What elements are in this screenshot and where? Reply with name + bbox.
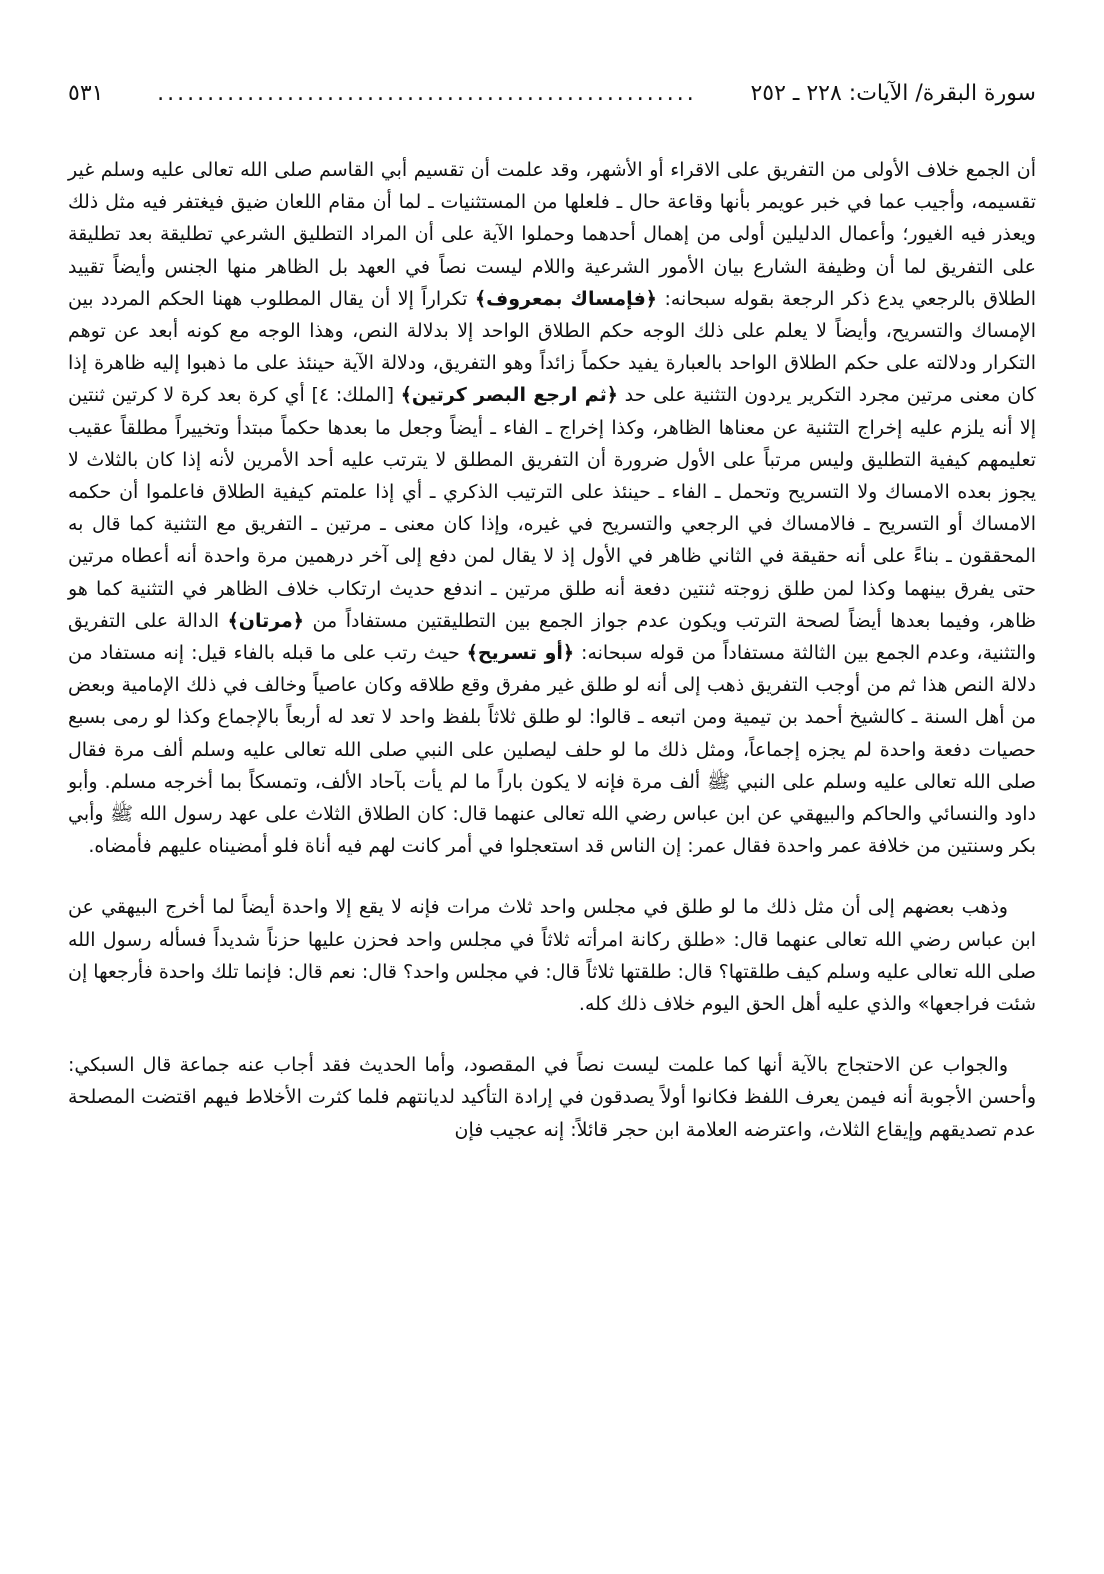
page-number: ٥٣١ <box>68 81 104 106</box>
text-run: تكراراً إلا أن يقال المطلوب ههنا الحكم المردد بين الإمساك والتسريح، وأيضاً لا يعلم على ذلك الوجه حكم الطلاق الواحد إلا بدلالة النص، وهذا الوجه مع كونه أبعد عن توهم التكرار ودلالته على حكم الطلاق الواحد بالعبارة يفيد حكماً زائداً وهو التفريق، ودلالة الآية حينئذ على ما ذهبوا إليه ظاهرة إذا كان معنى مرتين مجرد التكرير يردون التثنية على حد <box>68 287 1037 407</box>
paragraph-3 <box>68 1049 1036 1146</box>
text-run: [الملك: ٤] أي كرة بعد كرة لا كرتين ثنتين إلا أنه يلزم عليه إخراج التثنية عن معناها الظاهر، وكذا إخراج ـ الفاء ـ أيضاً وجعل ما بعدها حكماً مبتدأ وتخييراً مطلقاً عقيب تعليمهم كيفية التطليق وليس مرتباً على الأول ضرورة أن التفريق المطلق لا يترتب عليه أحد الأمرين لأنه إذا كان بالثلاث لا يجوز بعده الامساك ولا التسريح وتحمل ـ الفاء ـ حينئذ على الترتيب الذكري ـ أي إذا علمتم كيفية الطلاق فاعلموا أن حكمه الامساك أو التسريح ـ فالامساك في الرجعي والتسريح في غيره، وإذا كان معنى ـ مرتين ـ التفريق مع التثنية كما قال به المحققون ـ بناءً على أنه حقيقة في الثاني ظاهر في الأول إذ لا يقال لمن دفع إلى آخر درهمين مرة واحدة أنه أعطاه مرتين حتى يفرق بينهما وكذا لمن طلق زوجته ثنتين دفعة أنه طلق مرتين ـ اندفع حديث ارتكاب خلاف الظاهر في التثنية كما هو ظاهر، وفيما بعدها أيضاً لصحة الترتب ويكون عدم جواز الجمع بين التطليقتين مستفاداً من <box>68 384 1036 632</box>
text-run: أن الجمع خلاف الأولى من التفريق على الاقراء أو الأشهر، وقد علمت أن تقسيم أبي القاسم صلى الله تعالى عليه وسلم غير تقسيمه، وأجيب عما في خبر عويمر بأنها وقاعة حال ـ فلعلها من المستثنيات ـ لما أن مقام اللعان ضيق فيغتفر فيه مثل ذلك ويعذر فيه الغيور؛ وأعمال الدليلين أولى من إهمال أحدهما وحملوا الآية على أن المراد التطليق الشرعي تطليقة بعد تطليقة على التفريق لما أن وظيفة الشارع بيان الأمور الشرعية واللام ليست نصاً في العهد بل الظاهر منها الجنس وأيضاً تقييد الطلاق بالرجعي يدع ذكر الرجعة بقوله سبحانه: <box>68 159 1036 310</box>
text-run: حيث رتب على ما قبله بالفاء قيل: إنه مستفاد من دلالة النص هذا ثم من أوجب التفريق ذهب إلى أنه لو طلق غير مفرق وقع طلاقه وكان عاصياً وخالف في ذلك الإمامية وبعض من أهل السنة ـ كالشيخ أحمد بن تيمية ومن اتبعه ـ قالوا: لو طلق ثلاثاً بلفظ واحد لا تعد له أربعاً بالإجماع وكذا لو رمى بسبع حصيات دفعة واحدة لم يجزه إجماعاً، ومثل ذلك ما لو حلف ليصلين على النبي صلى الله تعالى عليه وسلم ألف مرة فقال صلى الله تعالى عليه وسلم على النبي ﷺ ألف مرة فإنه لا يكون باراً ما لم يأت بآحاد الألف، وتمسكاً بما أخرجه مسلم. وأبو داود والنسائي والحاكم والبيهقي عن ابن عباس رضي الله تعالى عنهما قال: كان الطلاق الثلاث على عهد رسول الله ﷺ وأبي بكر وسنتين من خلافة عمر واحدة فقال عمر: إن الناس قد استعجلوا في أمر كانت لهم فيه أناة فلو أمضيناه عليهم فأمضاه. <box>68 642 1036 858</box>
quran-quote: ﴿مرتان﴾ <box>227 609 304 632</box>
book-page <box>68 78 1036 1146</box>
paragraph-2 <box>68 891 1036 1020</box>
quran-quote: ﴿ثم ارجع البصر كرتين﴾ <box>400 384 618 407</box>
leader-dots: ...................................................... <box>157 81 697 106</box>
paragraph-1 <box>68 154 1036 862</box>
running-title: سورة البقرة/ الآيات: ٢٢٨ ـ ٢٥٢ <box>750 81 1036 106</box>
page-header <box>68 78 1036 116</box>
text-run: وذهب بعضهم إلى أن مثل ذلك ما لو طلق في مجلس واحد ثلاث مرات فإنه لا يقع إلا واحدة أيضاً لما أخرج البيهقي عن ابن عباس رضي الله تعالى عنهما قال: «طلق ركانة امرأته ثلاثاً في مجلس واحد فحزن عليها حزناً شديداً فسأله رسول الله صلى الله تعالى عليه وسلم كيف طلقتها؟ قال: طلقتها ثلاثاً قال: في مجلس واحد؟ قال: نعم قال: فإنما تلك واحدة فأرجعها إن شئت فراجعها» والذي عليه أهل الحق اليوم خلاف ذلك كله. <box>68 896 1036 1016</box>
text-run: والجواب عن الاحتجاج بالآية أنها كما علمت ليست نصاً في المقصود، وأما الحديث فقد أجاب عنه جماعة قال السبكي: وأحسن الأجوبة أنه فيمن يعرف اللفظ فكانوا أولاً يصدقون في إرادة التأكيد لديانتهم فلما كثرت الأخلاط فيهم اقتضت المصلحة عدم تصديقهم وإيقاع الثلاث، واعترضه العلامة ابن حجر قائلاً: إنه عجيب فإن <box>68 1054 1036 1141</box>
quran-quote: ﴿فإمساك بمعروف﴾ <box>475 287 657 310</box>
quran-quote: ﴿أو تسريح﴾ <box>466 642 575 665</box>
text-run: الدالة على التفريق والتثنية، وعدم الجمع بين الثالثة مستفاداً من قوله سبحانه: <box>68 609 1037 665</box>
page-body <box>68 154 1036 1146</box>
